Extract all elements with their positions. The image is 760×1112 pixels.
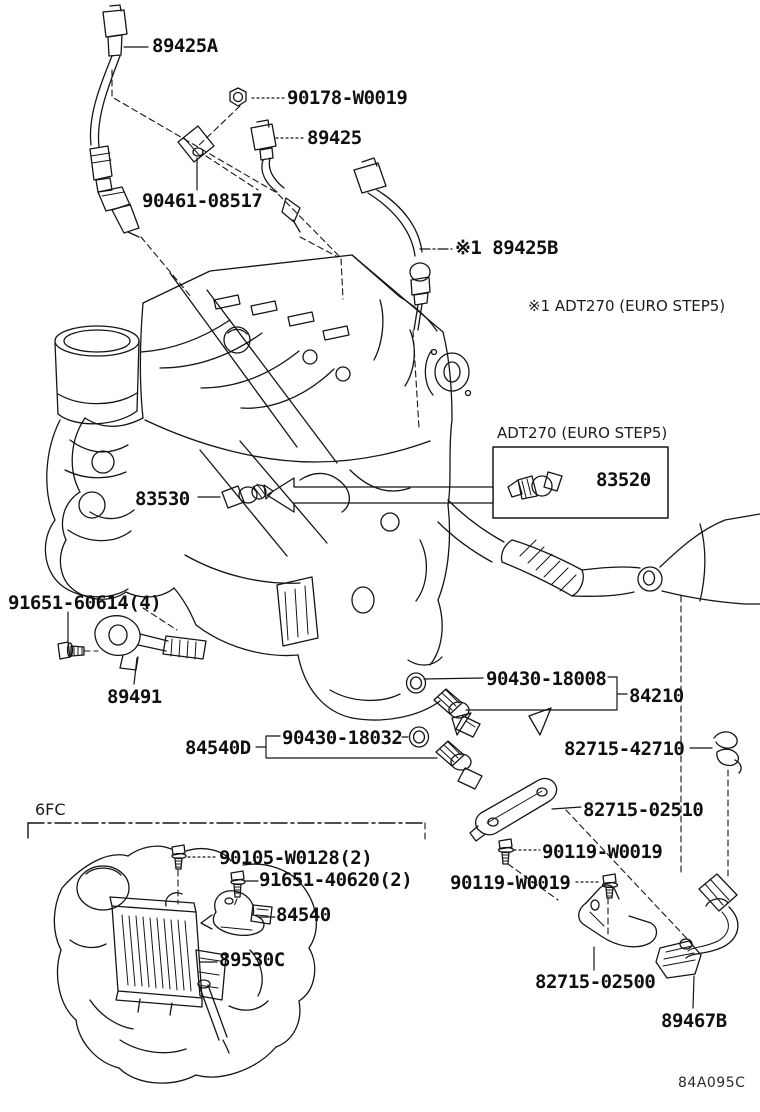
bracket-89491 [95,616,206,670]
sensor-89425 [251,120,300,232]
cooler-89530c [110,897,226,1015]
part-label-89425a: 89425A [152,35,218,57]
part-label-89425b: ※1 89425B [455,237,558,259]
sensor-83530 [222,484,273,508]
bolt-90119-a [499,839,514,864]
sensor-84540d [436,741,482,789]
gasket-90430-18008 [407,673,426,693]
part-label-83520: 83520 [596,469,651,491]
note-adt270: ※1 ADT270 (EURO STEP5) [528,297,726,315]
bracket-82715-02510 [470,779,557,841]
inset-box-title: ADT270 (EURO STEP5) [497,424,668,442]
part-label-82715-42710: 82715-42710 [564,738,685,760]
part-label-90430-18008: 90430-18008 [486,668,607,690]
part-label-89491: 89491 [107,686,162,708]
part-label-90178-w0019: 90178-W0019 [287,87,408,109]
gasket-90430-18032 [410,727,429,747]
bolt-91651-40620 [231,871,245,897]
sensor-89467b [656,874,738,978]
sensor-89425b [354,158,430,330]
part-label-91651-40620: 91651-40620(2) [259,869,413,891]
part-label-84540d: 84540D [185,737,251,759]
clamp-82715-42710 [714,732,741,773]
part-label-90119-w0019-right: 90119-W0019 [542,841,663,863]
part-label-90119-w0019-left: 90119-W0019 [450,872,571,894]
part-label-84540: 84540 [276,904,331,926]
part-label-91651-60614: 91651-60614(4) [8,592,162,614]
pointer-arrow [267,478,493,512]
part-label-89425: 89425 [307,127,362,149]
part-label-84210: 84210 [629,685,684,707]
sensor-89425a [90,5,139,237]
sensor-84210 [434,689,480,737]
part-label-90430-18032: 90430-18032 [282,727,403,749]
group-label-6fc: 6FC [35,800,66,819]
part-label-82715-02510: 82715-02510 [583,799,704,821]
diagram-code: 84A095C [678,1075,746,1091]
part-label-82715-02500: 82715-02500 [535,971,656,993]
part-label-83530: 83530 [135,488,190,510]
part-label-90461-08517: 90461-08517 [142,190,263,212]
bolt-91651-60614 [58,642,84,659]
part-label-89467b: 89467B [661,1010,727,1032]
connector-90461 [178,126,214,162]
bolt-90105 [172,845,186,869]
part-label-90105-w0128: 90105-W0128(2) [219,847,373,869]
group-bracket-6fc [28,823,425,838]
nut-90178 [230,88,246,106]
part-label-89530c: 89530C [219,949,285,971]
